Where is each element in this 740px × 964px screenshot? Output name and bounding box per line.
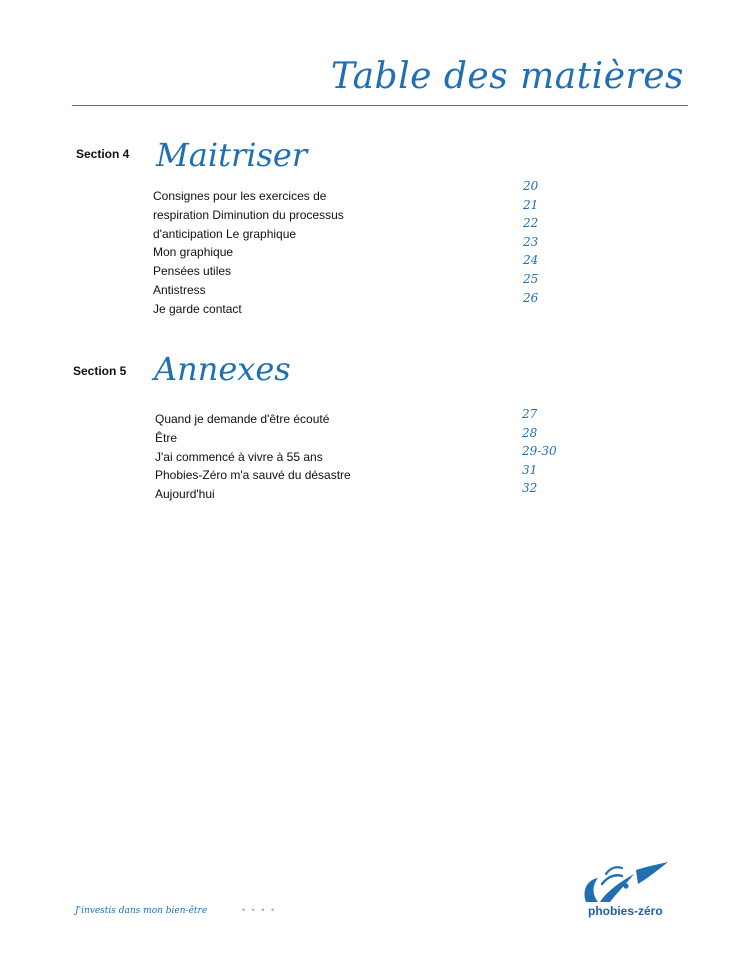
phobies-zero-logo xyxy=(568,862,698,922)
toc-page-number[interactable]: 24 xyxy=(523,253,539,268)
footer-dots: • • • • xyxy=(242,905,277,915)
toc-entry[interactable]: Quand je demande d'être écouté xyxy=(155,412,330,426)
section-4-heading: Maitriser xyxy=(156,136,308,174)
section-4-label: Section 4 xyxy=(76,147,130,161)
toc-entry[interactable]: Antistress xyxy=(153,282,206,297)
toc-page-number[interactable]: 23 xyxy=(523,234,539,249)
section-5-entries xyxy=(155,410,351,504)
toc-page-number[interactable]: 22 xyxy=(523,216,539,231)
toc-page-number[interactable]: 25 xyxy=(523,271,539,286)
section-5-label: Section 5 xyxy=(73,364,127,378)
toc-page-number[interactable]: 31 xyxy=(522,462,538,477)
butterfly-logo-icon xyxy=(576,862,686,906)
toc-entry[interactable]: d'anticipation Le graphique xyxy=(153,226,297,241)
toc-entry[interactable]: Pensées utiles xyxy=(153,264,232,279)
toc-page-number[interactable]: 29-30 xyxy=(522,444,557,459)
title-divider xyxy=(72,105,688,106)
toc-entry[interactable]: Je garde contact xyxy=(153,301,242,316)
toc-entry[interactable]: Être xyxy=(155,430,178,445)
toc-entry[interactable]: Mon graphique xyxy=(153,245,234,260)
section-4-entries xyxy=(153,187,344,319)
logo-wordmark: phobies-zéro xyxy=(588,904,663,918)
toc-page-number[interactable]: 28 xyxy=(522,425,538,440)
section-5-heading: Annexes xyxy=(154,350,291,388)
toc-entry[interactable]: J'ai commencé à vivre à 55 ans xyxy=(155,449,323,464)
toc-entry[interactable]: Phobies-Zéro m'a sauvé du désastre xyxy=(155,468,351,483)
section-5-page-numbers xyxy=(522,405,557,498)
toc-entry[interactable]: Aujourd'hui xyxy=(155,487,215,502)
toc-page-number[interactable]: 27 xyxy=(522,407,538,421)
toc-entry[interactable]: respiration Diminution du processus xyxy=(153,207,344,222)
toc-page-number[interactable]: 21 xyxy=(523,197,539,212)
toc-page-number[interactable]: 32 xyxy=(522,481,538,496)
section-4-page-numbers xyxy=(523,177,538,307)
footer-tagline: J'investis dans mon bien-être xyxy=(75,906,208,916)
page-title: Table des matières xyxy=(330,56,684,97)
toc-page-number[interactable]: 26 xyxy=(523,290,539,305)
toc-entry[interactable]: Consignes pour les exercices de xyxy=(153,189,327,203)
toc-page-number[interactable]: 20 xyxy=(523,179,539,193)
